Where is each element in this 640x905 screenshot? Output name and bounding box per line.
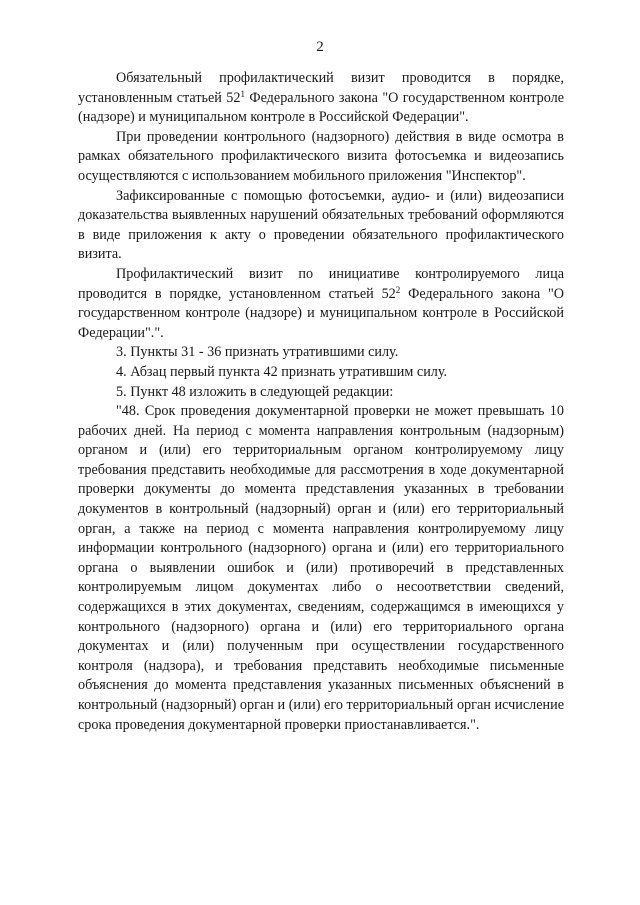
paragraph-mandatory-visit xyxy=(78,69,564,128)
document-body xyxy=(78,69,564,735)
paragraph-text: 5. Пункт 48 изложить в следующей редакции: xyxy=(116,383,394,400)
paragraph-item-3 xyxy=(78,343,564,363)
paragraph-text: При проведении контрольного (надзорного) действия в виде осмотра в рамках обязательного профилактического визита фотосъемка и видеозапись осуществляются с использованием мобильного приложения "Инспектор". xyxy=(78,128,564,184)
paragraph-text: Федерального закона "О государственном контроле (надзоре) и муниципальном контроле в Российской Федерации". xyxy=(78,89,564,126)
paragraph-text: 3. Пункты 31 - 36 признать утратившими силу. xyxy=(116,344,399,361)
footnote-superscript: 2 xyxy=(395,284,401,295)
paragraph-photo-video xyxy=(78,128,564,187)
paragraph-item-48 xyxy=(78,402,564,735)
paragraph-text: Обязательный профилактический визит проводится в порядке, установленным статьей 52 xyxy=(78,70,564,106)
paragraph-initiative-visit xyxy=(78,265,564,343)
page-number: 2 xyxy=(316,39,324,55)
footnote-superscript: 1 xyxy=(240,88,245,99)
paragraph-text: Федерального закона "О государственном контроле (надзоре) и муниципальном контроле в Российской Федерации".". xyxy=(78,285,564,341)
paragraph-text: "48. Срок проведения документарной проверки не может превышать 10 рабочих дней. На период с момента направления контрольным (надзорным) органом и (или) его территориальным органом контролируемому лицу требования представить необходимые для рассмотрения в ходе документарной проверки документы до момента представления указанных в требовании документов в контрольный (надзорный) орган и (или) его территориальный орган, а также на период с момента направления контролируемому лицу информации контрольного (надзорного) органа и (или) его территориального органа о выявлении ошибок и (или) противоречий в представленных контролируемым лицом документах либо о несоответствии сведений, содержащихся в этих документах, сведениям, содержащимся в имеющихся у контрольного (надзорного) органа и (или) его территориального органа документах и (или) полученным при осуществлении государственного контроля (надзора), и требования представить необходимые письменные объяснения до момента представления указанных письменных объяснений в контрольный (надзорный) орган и (или) его территориальный орган исчисление срока проведения документарной проверки приостанавливается.". xyxy=(78,403,564,733)
paragraph-text: Профилактический визит по инициативе контролируемого лица проводится в порядке, установленном статьей 52 xyxy=(78,265,564,302)
paragraph-text: Зафиксированные с помощью фотосъемки, аудио- и (или) видеозаписи доказательства выявленных нарушений обязательных требований оформляются в виде приложения к акту о проведении обязательного профилактического визита. xyxy=(78,187,564,263)
paragraph-text: 4. Абзац первый пункта 42 признать утратившим силу. xyxy=(116,363,448,380)
paragraph-evidence xyxy=(78,187,564,265)
paragraph-item-5 xyxy=(78,383,564,403)
paragraph-item-4 xyxy=(78,363,564,383)
